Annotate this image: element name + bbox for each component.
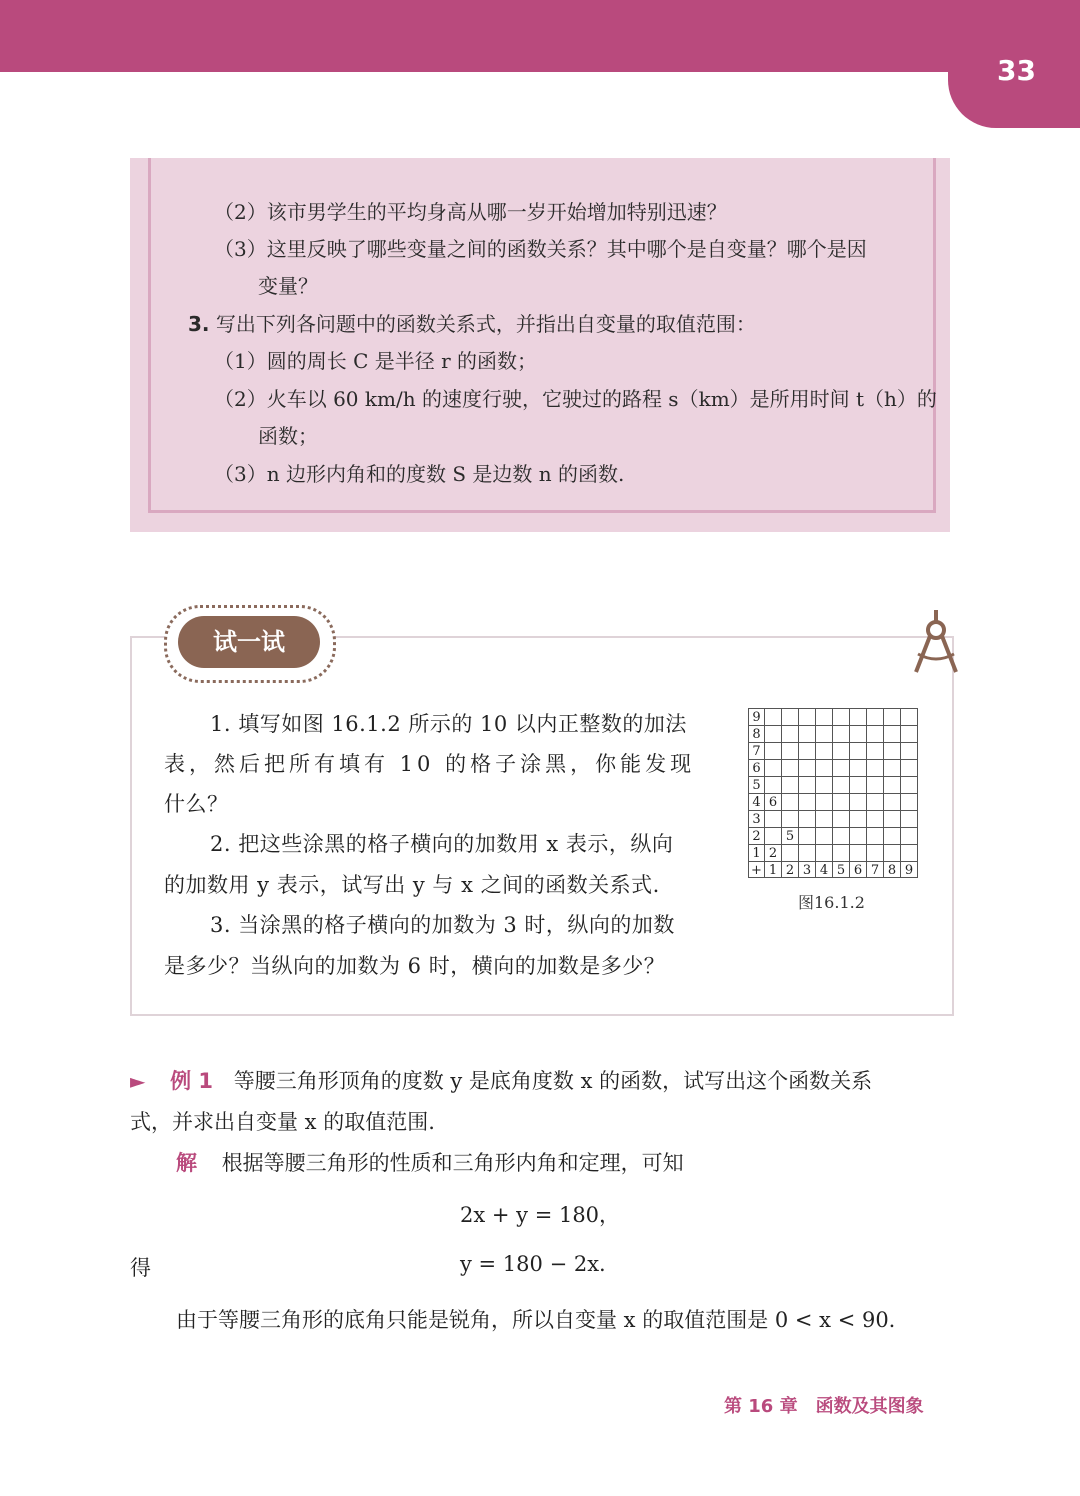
compass-icon (910, 606, 962, 676)
grid-cell (884, 725, 901, 742)
grid-row-label: 9 (748, 708, 765, 725)
grid-row-label: 3 (748, 810, 765, 827)
grid-corner-plus: + (748, 861, 765, 878)
grid-col-label: 9 (901, 861, 918, 878)
grid-cell (867, 827, 884, 844)
try-line: 3. 当涂黑的格子横向的加数为 3 时，纵向的加数 (210, 913, 675, 937)
grid-cell (901, 725, 918, 742)
grid-cell (799, 708, 816, 725)
grid-cell (816, 810, 833, 827)
arrow-icon: ► (130, 1069, 146, 1093)
page-number: 33 (997, 54, 1036, 87)
grid-cell (833, 742, 850, 759)
grid-cell (782, 759, 799, 776)
exercise-line: （1）圆的周长 C 是半径 r 的函数； (214, 349, 538, 373)
grid-cell (782, 844, 799, 861)
grid-cell (799, 810, 816, 827)
grid-cell (901, 742, 918, 759)
exercise-line: 函数； (258, 424, 318, 448)
grid-cell (782, 793, 799, 810)
exercise-item-3 (188, 308, 756, 337)
grid-cell: 6 (765, 793, 782, 810)
grid-col-label: 3 (799, 861, 816, 878)
solution-text: 根据等腰三角形的性质和三角形内角和定理，可知 (221, 1151, 684, 1175)
exercise-line: （3）n 边形内角和的度数 S 是边数 n 的函数. (214, 462, 625, 486)
grid-cell (850, 708, 867, 725)
grid-cell (901, 793, 918, 810)
try-line: 的加数用 y 表示，试写出 y 与 x 之间的函数关系式. (164, 873, 660, 897)
grid-cell (884, 810, 901, 827)
grid-cell (867, 793, 884, 810)
grid-cell (782, 810, 799, 827)
example-text-cont: 式，并求出自变量 x 的取值范围. (130, 1110, 435, 1134)
grid-cell (833, 793, 850, 810)
grid-cell (901, 708, 918, 725)
grid-cell (765, 759, 782, 776)
grid-cell (884, 776, 901, 793)
grid-cell (833, 708, 850, 725)
grid-cell (799, 776, 816, 793)
exercise-item-text: 写出下列各问题中的函数关系式，并指出自变量的取值范围： (215, 312, 756, 336)
grid-cell (850, 776, 867, 793)
grid-cell (867, 810, 884, 827)
grid-cell (867, 725, 884, 742)
grid-cell (765, 810, 782, 827)
grid-cell (867, 759, 884, 776)
grid-cell (833, 725, 850, 742)
grid-cell (833, 827, 850, 844)
example-label: 例 1 (170, 1069, 214, 1093)
chapter-footer: 第 16 章 函数及其图象 (724, 1396, 924, 1417)
grid-cell (850, 742, 867, 759)
equation-2: y = 180 − 2x. (460, 1252, 606, 1276)
exercise-line: 变量？ (258, 274, 318, 298)
grid-cell (799, 742, 816, 759)
grid-cell (884, 793, 901, 810)
grid-cell (833, 810, 850, 827)
grid-cell (765, 708, 782, 725)
grid-cell (850, 827, 867, 844)
exercise-line: （3）这里反映了哪些变量之间的函数关系？其中哪个是自变量？哪个是因 (214, 237, 867, 261)
grid-cell (816, 759, 833, 776)
grid-row-label: 1 (748, 844, 765, 861)
grid-cell (799, 844, 816, 861)
grid-cell (884, 844, 901, 861)
grid-cell (884, 759, 901, 776)
grid-cell (884, 708, 901, 725)
exercise-line: （2）该市男学生的平均身高从哪一岁开始增加特别迅速？ (214, 200, 727, 224)
grid-cell (799, 759, 816, 776)
top-banner (0, 0, 1080, 72)
exercise-item-number: 3. (188, 312, 210, 336)
grid-cell (816, 827, 833, 844)
grid-cell: 5 (782, 827, 799, 844)
grid-cell (850, 793, 867, 810)
grid-cell (850, 844, 867, 861)
try-line: 2. 把这些涂黑的格子横向的加数用 x 表示，纵向 (210, 832, 674, 856)
grid-row-label: 4 (748, 793, 765, 810)
grid-cell (867, 708, 884, 725)
grid-cell (901, 827, 918, 844)
grid-cell (884, 742, 901, 759)
grid-cell (833, 776, 850, 793)
example-heading (130, 1065, 872, 1095)
grid-cell (867, 844, 884, 861)
grid-col-label: 1 (765, 861, 782, 878)
grid-cell (901, 810, 918, 827)
try-line: 表，然后把所有填有 10 的格子涂黑，你能发现 (164, 752, 696, 776)
grid-row-label: 2 (748, 827, 765, 844)
grid-cell (816, 793, 833, 810)
grid-cell (867, 776, 884, 793)
grid-cell (816, 708, 833, 725)
solution-line (176, 1147, 684, 1177)
grid-row-label: 6 (748, 759, 765, 776)
grid-cell (765, 742, 782, 759)
grid-cell (850, 725, 867, 742)
grid-col-label: 4 (816, 861, 833, 878)
grid-cell (816, 844, 833, 861)
grid-cell: 2 (765, 844, 782, 861)
try-line: 什么？ (164, 792, 229, 816)
grid-cell (867, 742, 884, 759)
grid-cell (901, 776, 918, 793)
grid-cell (799, 793, 816, 810)
grid-col-label: 7 (867, 861, 884, 878)
try-line: 1. 填写如图 16.1.2 所示的 10 以内正整数的加法 (210, 712, 687, 736)
grid-cell (765, 827, 782, 844)
grid-cell (799, 827, 816, 844)
de-label: 得 (130, 1256, 151, 1280)
grid-cell (799, 725, 816, 742)
grid-row-label: 7 (748, 742, 765, 759)
grid-row-label: 5 (748, 776, 765, 793)
grid-cell (782, 725, 799, 742)
grid-col-label: 8 (884, 861, 901, 878)
grid-cell (850, 810, 867, 827)
solution-label: 解 (176, 1151, 197, 1175)
grid-cell (901, 759, 918, 776)
grid-cell (782, 742, 799, 759)
grid-col-label: 6 (850, 861, 867, 878)
grid-cell (884, 827, 901, 844)
conclusion-text: 由于等腰三角形的底角只能是锐角，所以自变量 x 的取值范围是 0 < x < 90. (176, 1308, 896, 1332)
grid-col-label: 5 (833, 861, 850, 878)
grid-cell (816, 776, 833, 793)
try-line: 是多少？当纵向的加数为 6 时，横向的加数是多少？ (164, 954, 666, 978)
equation-1: 2x + y = 180， (460, 1203, 621, 1227)
grid-cell (901, 844, 918, 861)
exercise-line: （2）火车以 60 km/h 的速度行驶，它驶过的路程 s（km）是所用时间 t（h）的 (214, 387, 937, 411)
grid-cell (765, 725, 782, 742)
example-text: 等腰三角形顶角的度数 y 是底角度数 x 的函数，试写出这个函数关系 (233, 1069, 873, 1093)
grid-cell (782, 776, 799, 793)
grid-cell (833, 844, 850, 861)
grid-cell (782, 708, 799, 725)
figure-caption: 图16.1.2 (798, 893, 865, 912)
grid-cell (833, 759, 850, 776)
grid-col-label: 2 (782, 861, 799, 878)
grid-row-label: 8 (748, 725, 765, 742)
grid-cell (816, 742, 833, 759)
grid-cell (850, 759, 867, 776)
grid-cell (816, 725, 833, 742)
try-badge: 试一试 (178, 616, 320, 668)
grid-cell (765, 776, 782, 793)
